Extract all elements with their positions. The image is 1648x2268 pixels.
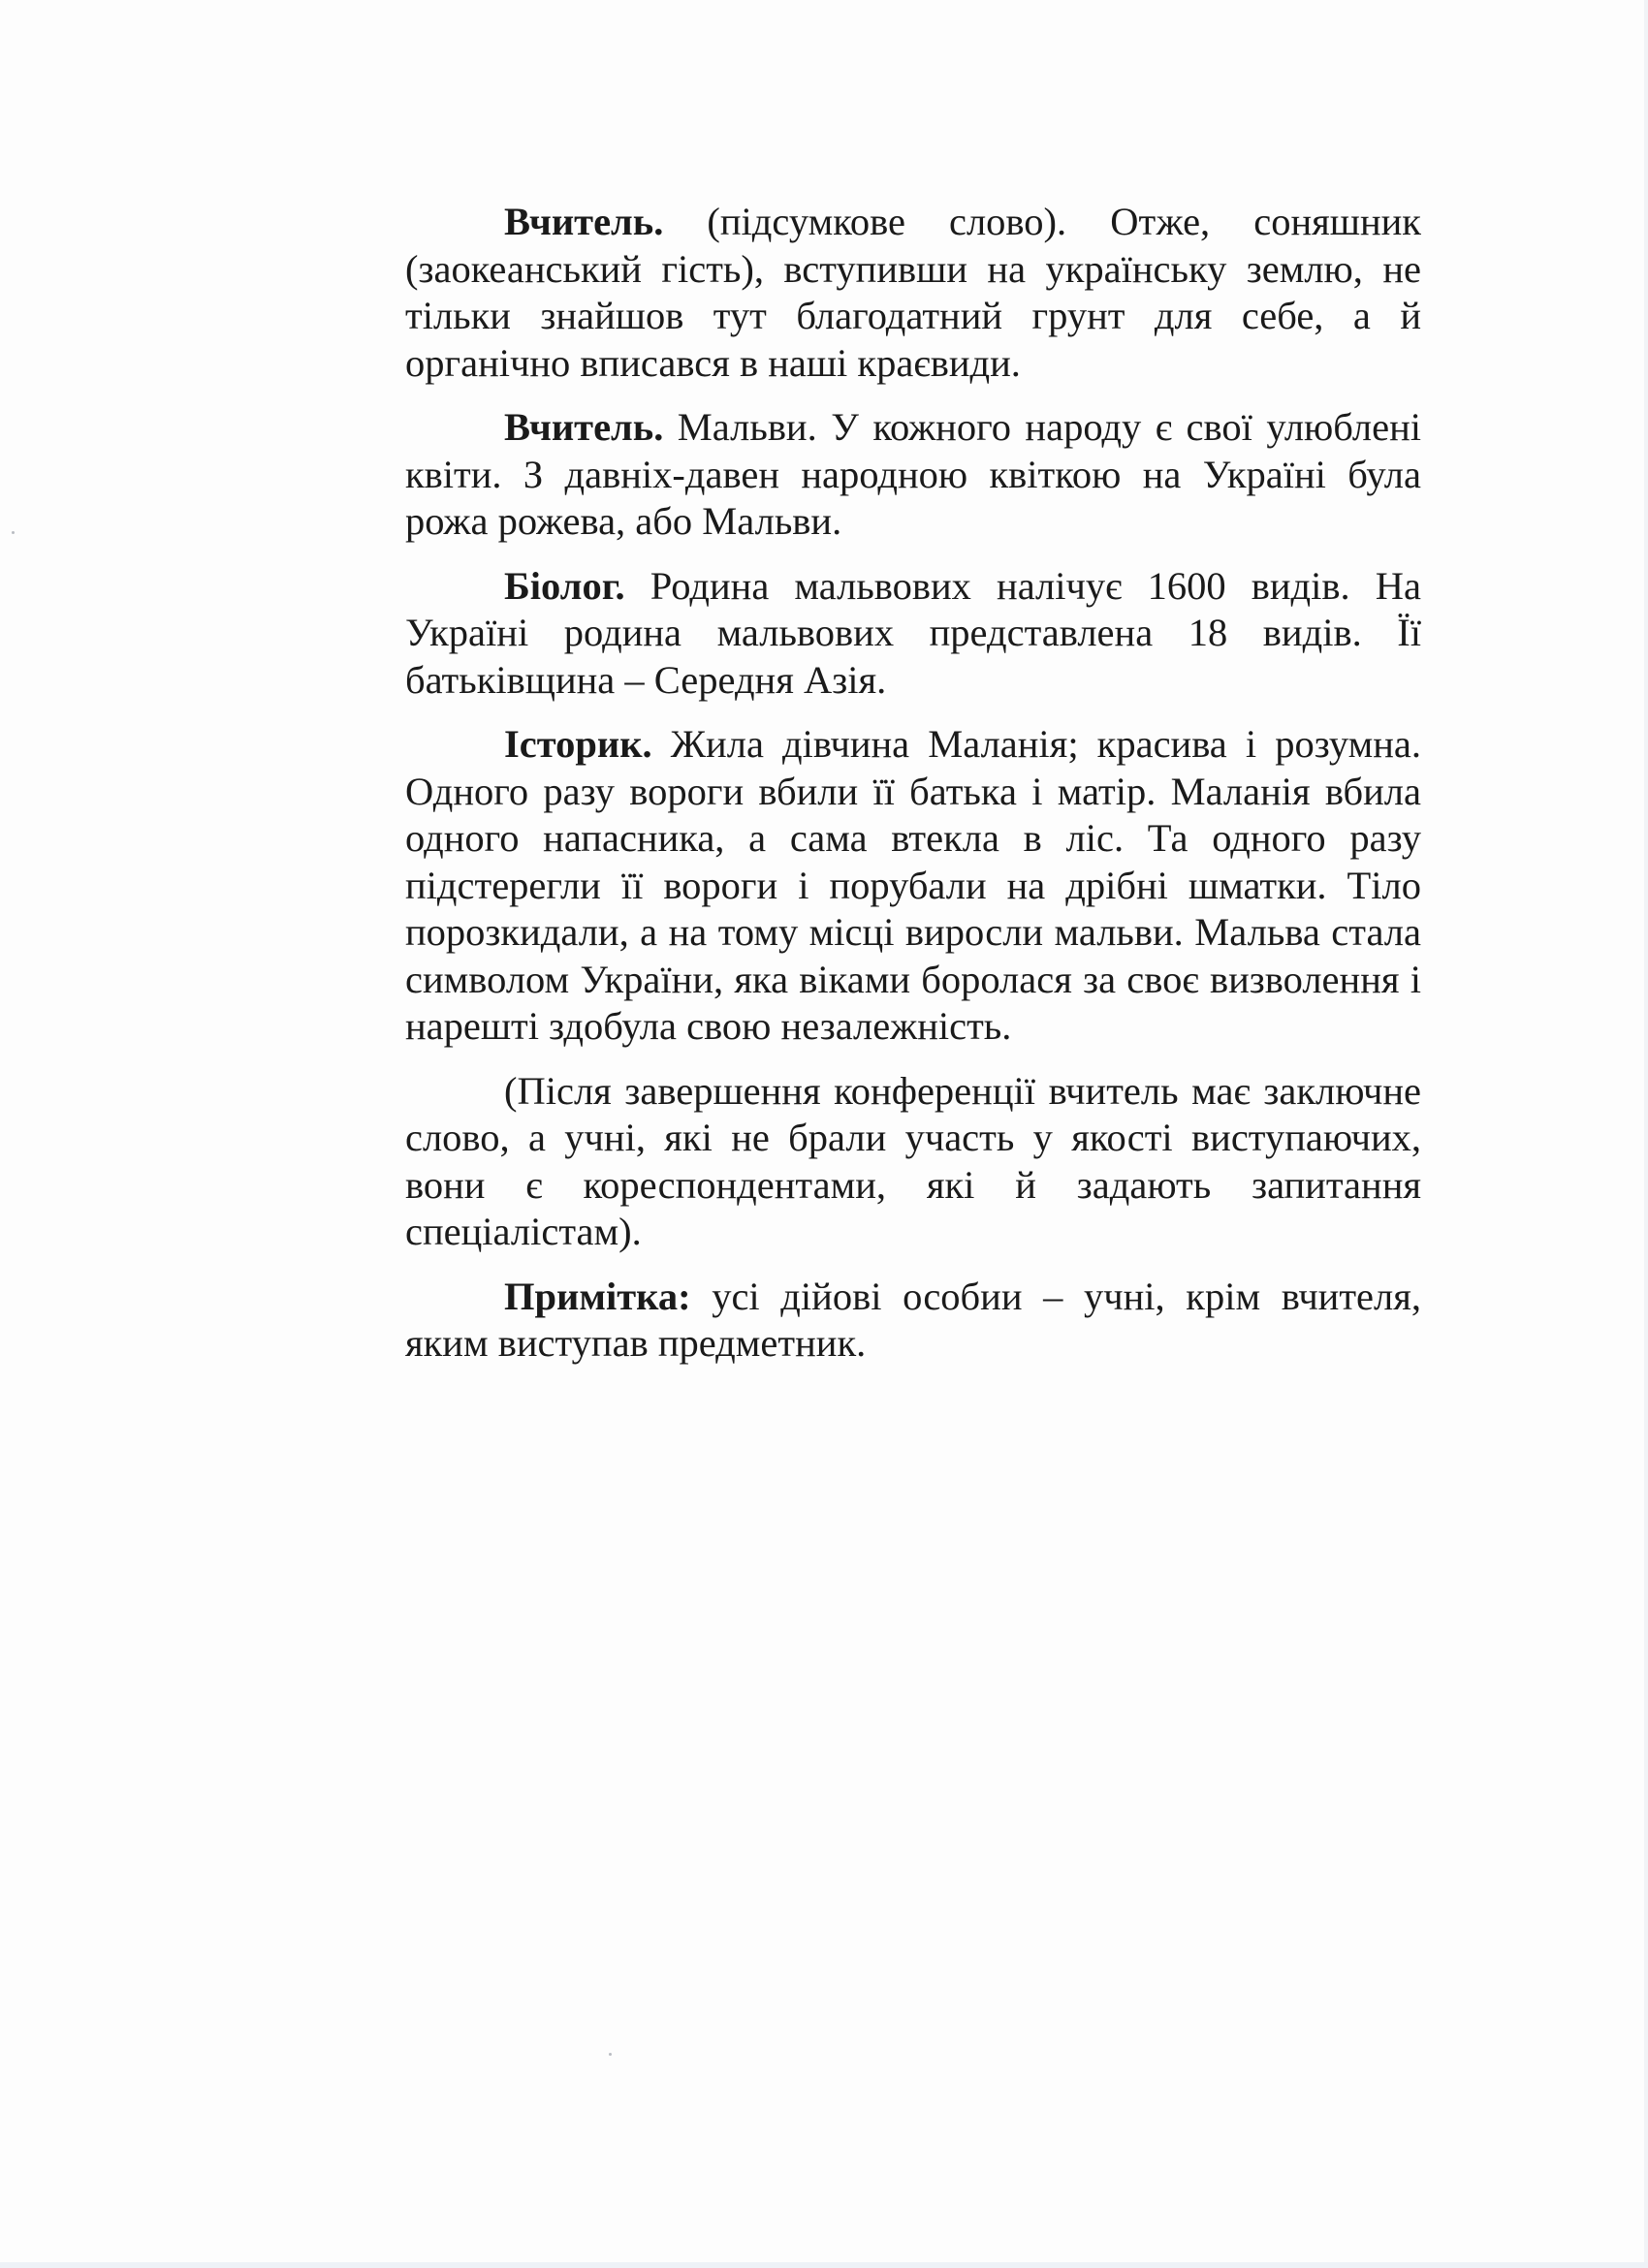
paragraph-text: Жила дівчина Маланія; красива і розумна. Одного разу вороги вбили її батька і матір. Маланія вбила одного напасника, а сама втекла в ліс. Та одного разу підстерегли її вороги і порубали на дрібні шматки. Тіло порозкидали, а на тому місці виросли мальви. Мальва стала символом України, яка віками боролася за своє визволення і нарешті здобула свою незалежність. bbox=[405, 722, 1421, 1048]
paragraph-text: усі дійові особии – учні, крім вчителя, яким виступав предметник. bbox=[405, 1274, 1421, 1365]
paragraph-text: (підсумкове слово). Отже, соняшник (заокеанський гість), вступивши на українську землю, не тільки знайшов тут благодатний грунт для себе, а й органічно вписався в наші краєвиди. bbox=[405, 200, 1421, 385]
speaker-label: Вчитель. bbox=[504, 200, 664, 243]
scan-speck bbox=[609, 2053, 612, 2056]
scan-edge-bottom bbox=[0, 2262, 1648, 2268]
paragraph-biologist bbox=[405, 563, 1421, 705]
paragraph-text: Мальви. У кожного народу є свої улюблені квіти. З давніх-давен народною квіткою на Україні була рожа рожева, або Мальви. bbox=[405, 405, 1421, 543]
paragraph-teacher-mallows bbox=[405, 404, 1421, 546]
note-label: Примітка: bbox=[504, 1274, 691, 1318]
paragraph-text: Родина мальвових налічує 1600 видів. На Україні родина мальвових представлена 18 видів. Її батьківщина – Середня Азія. bbox=[405, 563, 1421, 702]
scan-edge-right bbox=[1644, 0, 1648, 2268]
scan-speck bbox=[12, 531, 15, 534]
speaker-label: Історик. bbox=[504, 722, 652, 766]
document-body bbox=[405, 199, 1421, 1385]
speaker-label: Вчитель. bbox=[504, 405, 664, 449]
speaker-label: Біолог. bbox=[504, 563, 625, 608]
paragraph-conference-closing bbox=[405, 1068, 1421, 1256]
paragraph-teacher-summary bbox=[405, 199, 1421, 387]
paragraph-note bbox=[405, 1274, 1421, 1368]
paragraph-historian bbox=[405, 721, 1421, 1051]
paragraph-text: (Після завершення конференції вчитель має заключне слово, а учні, які не брали участь у якості виступаючих, вони є кореспондентами, які й задають запитання спеціалістам). bbox=[405, 1068, 1421, 1253]
